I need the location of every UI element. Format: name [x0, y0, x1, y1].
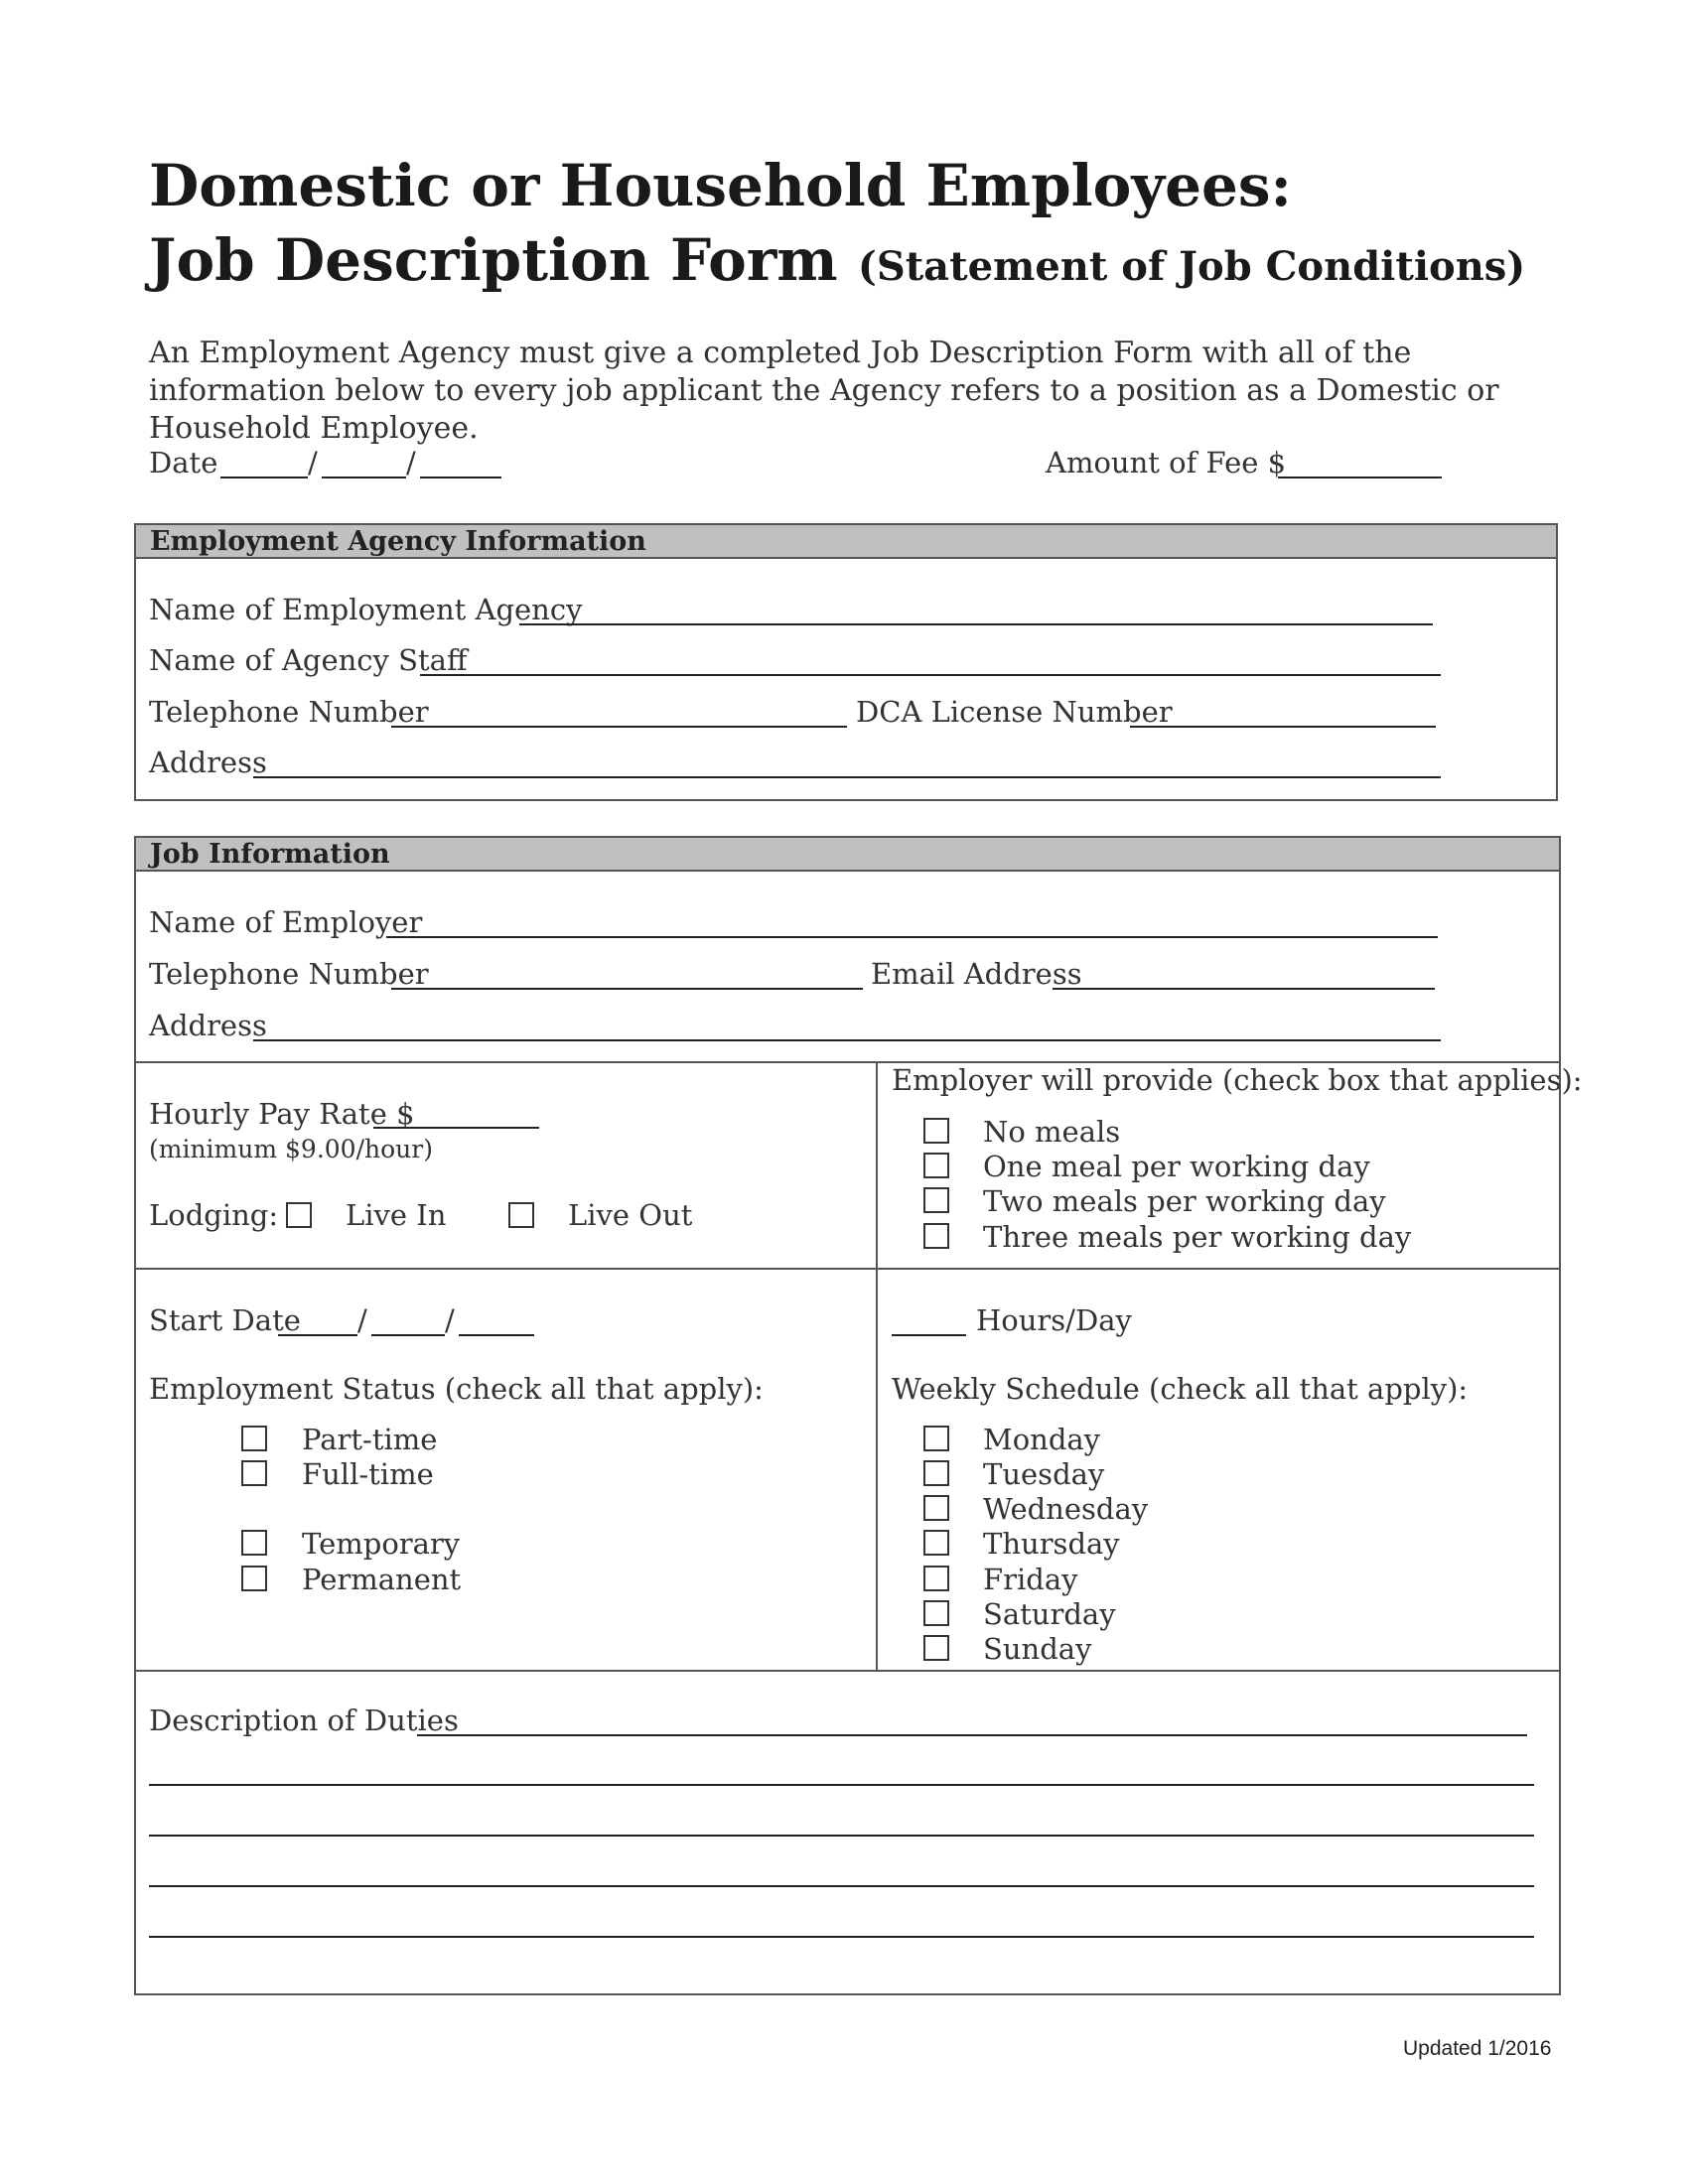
- agency-license-field[interactable]: [1130, 726, 1436, 728]
- live-in-label: Live In: [346, 1198, 447, 1232]
- pay-rate-label: Hourly Pay Rate $: [149, 1097, 415, 1131]
- title-line-2: [149, 226, 1526, 294]
- meal-option-checkbox[interactable]: [923, 1153, 949, 1178]
- agency-address-label: Address: [149, 746, 267, 779]
- day-label: Thursday: [983, 1527, 1120, 1561]
- day-label: Wednesday: [983, 1492, 1149, 1526]
- day-label: Sunday: [983, 1632, 1092, 1666]
- hours-per-day-label: Hours/Day: [976, 1303, 1132, 1337]
- agency-section-title: Employment Agency Information: [150, 526, 646, 557]
- status-option-label: Part-time: [302, 1423, 438, 1456]
- title-line-1: Domestic or Household Employees:: [149, 152, 1292, 219]
- day-checkbox[interactable]: [923, 1495, 949, 1521]
- divider-column: [876, 1061, 878, 1670]
- day-checkbox[interactable]: [923, 1426, 949, 1451]
- start-month-field[interactable]: [278, 1334, 357, 1336]
- meal-option-label: No meals: [983, 1115, 1121, 1149]
- weekly-schedule-label: Weekly Schedule (check all that apply):: [892, 1372, 1469, 1406]
- fee-label: Amount of Fee $: [1046, 446, 1287, 479]
- start-date-sep-2: /: [445, 1303, 455, 1337]
- duties-field[interactable]: [417, 1734, 1527, 1736]
- day-checkbox[interactable]: [923, 1635, 949, 1661]
- agency-staff-label: Name of Agency Staff: [149, 643, 468, 677]
- day-checkbox[interactable]: [923, 1530, 949, 1556]
- live-in-checkbox[interactable]: [286, 1202, 312, 1228]
- agency-phone-label: Telephone Number: [149, 695, 429, 729]
- employer-phone-label: Telephone Number: [149, 957, 429, 991]
- divider-row-2: [134, 1268, 1561, 1270]
- day-checkbox[interactable]: [923, 1460, 949, 1486]
- duties-label: Description of Duties: [149, 1704, 459, 1737]
- day-checkbox[interactable]: [923, 1600, 949, 1626]
- title-main: Job Description Form: [149, 226, 838, 294]
- meal-option-label: One meal per working day: [983, 1150, 1370, 1183]
- employer-address-label: Address: [149, 1009, 267, 1042]
- job-section-title: Job Information: [150, 839, 390, 870]
- status-option-label: Full-time: [302, 1457, 434, 1491]
- job-section-header: [136, 838, 1559, 872]
- meal-option-label: Three meals per working day: [983, 1220, 1412, 1254]
- meal-option-checkbox[interactable]: [923, 1187, 949, 1213]
- date-month-field[interactable]: [220, 477, 308, 478]
- employer-email-label: Email Address: [871, 957, 1082, 991]
- status-checkbox[interactable]: [241, 1426, 267, 1451]
- job-section: [134, 836, 1561, 1995]
- date-year-field[interactable]: [420, 477, 501, 478]
- meals-label: Employer will provide (check box that applies):: [892, 1063, 1583, 1097]
- status-checkbox[interactable]: [241, 1460, 267, 1486]
- employment-status-label: Employment Status (check all that apply):: [149, 1372, 764, 1406]
- agency-name-field[interactable]: [519, 623, 1433, 625]
- status-checkbox[interactable]: [241, 1566, 267, 1591]
- employer-name-field[interactable]: [386, 936, 1438, 938]
- day-label: Saturday: [983, 1597, 1116, 1631]
- agency-section-header: [136, 525, 1556, 559]
- agency-phone-field[interactable]: [391, 726, 847, 728]
- title-subtitle: (Statement of Job Conditions): [857, 243, 1526, 290]
- day-label: Monday: [983, 1423, 1101, 1456]
- start-day-field[interactable]: [371, 1334, 445, 1336]
- footer-updated: Updated 1/2016: [1403, 2037, 1552, 2060]
- start-date-sep-1: /: [357, 1303, 367, 1337]
- hours-per-day-field[interactable]: [892, 1334, 966, 1336]
- employer-email-field[interactable]: [1053, 988, 1435, 990]
- meal-option-label: Two meals per working day: [983, 1184, 1386, 1218]
- status-option-label: Temporary: [302, 1527, 461, 1561]
- date-label: Date: [149, 446, 218, 479]
- duties-line[interactable]: [149, 1835, 1534, 1837]
- pay-rate-note: (minimum $9.00/hour): [149, 1135, 433, 1163]
- employer-address-field[interactable]: [253, 1039, 1441, 1041]
- day-label: Tuesday: [983, 1457, 1105, 1491]
- status-checkbox[interactable]: [241, 1530, 267, 1556]
- pay-rate-field[interactable]: [373, 1127, 539, 1129]
- duties-line[interactable]: [149, 1784, 1534, 1786]
- date-day-field[interactable]: [322, 477, 406, 478]
- start-year-field[interactable]: [459, 1334, 534, 1336]
- day-checkbox[interactable]: [923, 1566, 949, 1591]
- agency-license-label: DCA License Number: [856, 695, 1173, 729]
- live-out-label: Live Out: [568, 1198, 693, 1232]
- duties-line[interactable]: [149, 1885, 1534, 1887]
- divider-row-3: [134, 1670, 1561, 1672]
- status-option-label: Permanent: [302, 1563, 462, 1596]
- live-out-checkbox[interactable]: [508, 1202, 534, 1228]
- date-sep-2: /: [406, 446, 416, 479]
- day-label: Friday: [983, 1563, 1078, 1596]
- duties-line[interactable]: [149, 1936, 1534, 1938]
- meal-option-checkbox[interactable]: [923, 1223, 949, 1249]
- fee-field[interactable]: [1278, 477, 1442, 478]
- date-sep-1: /: [308, 446, 318, 479]
- start-date-label: Start Date: [149, 1303, 301, 1337]
- lodging-label: Lodging:: [149, 1198, 279, 1232]
- meal-option-checkbox[interactable]: [923, 1118, 949, 1144]
- agency-address-field[interactable]: [253, 776, 1441, 778]
- employer-phone-field[interactable]: [391, 988, 863, 990]
- agency-staff-field[interactable]: [420, 674, 1441, 676]
- intro-text: An Employment Agency must give a completed Job Description Form with all of the information below to every job applicant the Agency refers to a position as a Domestic or Household Employee.: [149, 336, 1499, 446]
- employer-name-label: Name of Employer: [149, 905, 423, 939]
- agency-name-label: Name of Employment Agency: [149, 593, 583, 626]
